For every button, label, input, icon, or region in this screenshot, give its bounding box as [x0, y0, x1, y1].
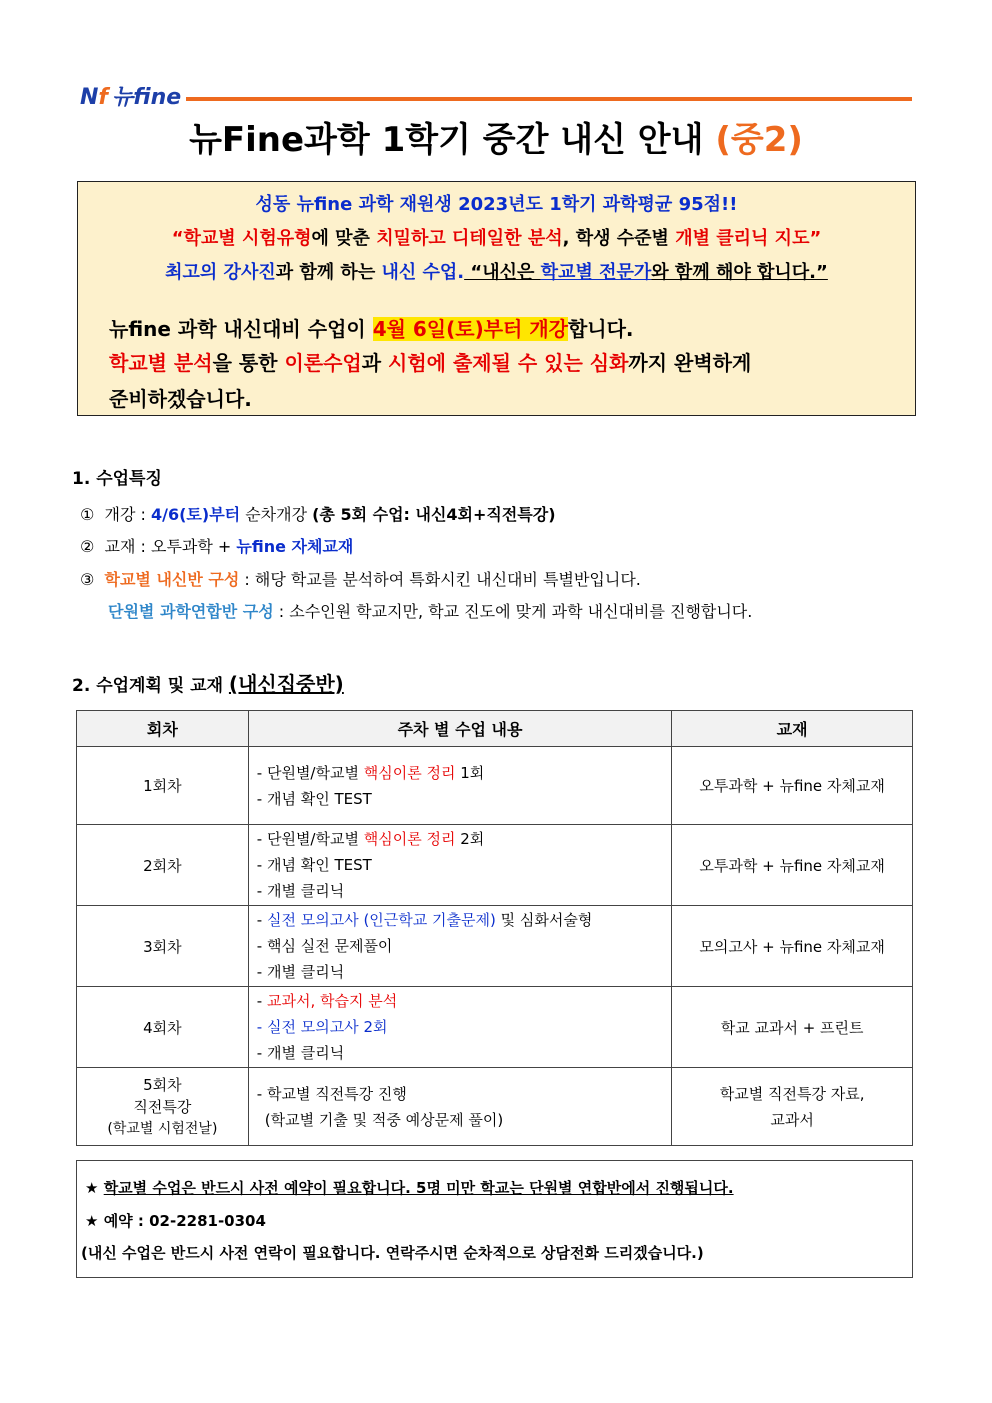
notice-text: 을 통한: [212, 351, 285, 375]
notice-school-analysis: 학교별 분석: [109, 351, 213, 375]
notice-clinic: 개별 클리닉 지도: [675, 228, 810, 249]
feature-label: 개강 :: [104, 505, 151, 524]
content-line: - 개념 확인 TEST: [256, 789, 372, 808]
content-cell: [248, 987, 671, 1068]
content-cell: [248, 747, 671, 825]
book-cell: 오투과학 + 뉴fine 자체교재: [672, 747, 913, 825]
page-title: [0, 112, 992, 161]
notice-text: 까지 완벽하게: [628, 351, 752, 375]
content-line: - 개별 클리닉: [256, 963, 345, 981]
session-label: 직전특강: [133, 1097, 192, 1116]
notice-exam-type: “학교별 시험유형: [171, 228, 312, 249]
star-icon: ★: [85, 1212, 99, 1230]
notice-start-date: 4월 6일(토)부터 개강: [372, 317, 568, 341]
section-2-subtitle: (내신집중반): [228, 672, 344, 696]
logo-mark-f: f: [98, 85, 108, 110]
footer-line-1: [85, 1177, 734, 1198]
feature-2: [80, 534, 353, 557]
content-text: 및 심화서술형: [495, 911, 593, 929]
notice-quote-start: “내신은: [464, 262, 541, 283]
content-line: - 개별 클리닉: [256, 882, 345, 900]
book-label: 교과서: [770, 1110, 814, 1129]
session-cell: 3회차: [77, 906, 249, 987]
content-highlight: 실전 모의고사 (인근학교 기출문제): [266, 911, 496, 929]
feature-1: [80, 502, 556, 525]
logo-mark-n: N: [80, 85, 99, 110]
section-2-title: 2. 수업계획 및 교재: [72, 676, 229, 696]
content-text: -: [256, 992, 267, 1010]
table-header-row: [77, 711, 913, 747]
notice-quote-end: 와 함께 해야 합니다.”: [651, 262, 828, 283]
section-2-heading: [72, 668, 344, 697]
session-cell: [77, 1068, 249, 1146]
notice-text: 합니다.: [567, 317, 634, 341]
content-cell: [248, 825, 671, 906]
session-cell: 1회차: [77, 747, 249, 825]
content-line: - 개념 확인 TEST: [256, 856, 372, 874]
book-cell: 모의고사 + 뉴fine 자체교재: [672, 906, 913, 987]
content-line: - 개별 클리닉: [256, 1044, 345, 1062]
content-highlight: 핵심이론 정리: [363, 763, 456, 782]
notice-line-1: 성동 뉴fine 과학 재원생 2023년도 1학기 과학평균 95점!!: [255, 194, 738, 215]
feature-unit-class: 단원별 과학연합반 구성: [108, 602, 274, 621]
content-highlight: 실전 모의고사 2회: [266, 1018, 388, 1036]
notice-line-2: [78, 224, 915, 250]
book-label: 학교별 직전특강 자료,: [719, 1084, 865, 1103]
footer-phone: 예약 : 02-2281-0304: [103, 1212, 266, 1230]
header-session: 회차: [77, 711, 249, 747]
notice-line-3: [78, 258, 915, 284]
table-row: [77, 1068, 913, 1146]
feature-school-class: 학교별 내신반 구성: [104, 570, 240, 589]
notice-box: [77, 181, 916, 416]
notice-body-1: [109, 313, 634, 342]
section-1-heading: 1. 수업특징: [72, 469, 162, 489]
notice-text: 과: [361, 351, 389, 375]
content-cell: [248, 1068, 671, 1146]
book-cell: [672, 1068, 913, 1146]
book-cell: 학교 교과서 + 프린트: [672, 987, 913, 1068]
content-line: (학교별 기출 및 적중 예상문제 풀이): [264, 1110, 504, 1129]
schedule-table: [76, 710, 913, 1146]
content-text: 2회: [455, 830, 485, 848]
header-divider: [186, 97, 912, 101]
title-grade: (중2): [715, 120, 803, 160]
session-cell: 4회차: [77, 987, 249, 1068]
notice-text: 뉴fine 과학 내신대비 수업이: [109, 317, 373, 341]
content-cell: [248, 906, 671, 987]
session-cell: 2회차: [77, 825, 249, 906]
feature-text: 순차개강: [240, 505, 313, 524]
feature-4: [108, 599, 752, 622]
table-row: [77, 747, 913, 825]
feature-number: ②: [80, 537, 95, 556]
notice-text: , 학생 수준별: [562, 228, 676, 249]
feature-total: (총 5회 수업: 내신4회+직전특강): [312, 505, 556, 524]
notice-body-2: [109, 347, 751, 376]
feature-number: ①: [80, 505, 95, 524]
footer-line-3: (내신 수업은 반드시 사전 연락이 필요합니다. 연락주시면 순차적으로 상담전화 드리겠습니다.): [81, 1244, 704, 1262]
brand-logo: [80, 80, 181, 111]
content-text: -: [256, 1018, 267, 1036]
logo-text: 뉴fine: [112, 85, 182, 110]
feature-3: [80, 567, 641, 590]
notice-text: 과 함께 하는: [275, 262, 382, 283]
content-line: - 핵심 실전 문제풀이: [256, 937, 393, 955]
notice-class: 내신 수업.: [381, 262, 465, 283]
star-icon: ★: [85, 1179, 99, 1197]
footer-text: 학교별 수업은 반드시 사전 예약이 필요합니다. 5명 미만 학교는 단원별 연합반에서 진행됩니다.: [103, 1179, 734, 1197]
notice-theory: 이론수업: [284, 351, 362, 375]
feature-text: : 해당 학교를 분석하여 특화시킨 내신대비 특별반입니다.: [239, 570, 641, 589]
session-label: 5회차: [143, 1075, 182, 1094]
table-row: [77, 825, 913, 906]
content-text: - 단원별/학교별: [256, 763, 364, 782]
feature-label: 교재 : 오투과학 +: [104, 537, 237, 556]
content-text: - 단원별/학교별: [256, 830, 364, 848]
feature-start-date: 4/6(토)부터: [151, 505, 241, 524]
notice-analysis: 치밀하고 디테일한 분석: [376, 228, 563, 249]
feature-book: 뉴fine 자체교재: [236, 537, 354, 556]
title-main: 뉴Fine과학 1학기 중간 내신 안내: [189, 120, 716, 160]
content-text: 1회: [455, 763, 485, 782]
notice-body-3: 준비하겠습니다.: [109, 387, 252, 411]
content-text: -: [256, 911, 267, 929]
notice-expert: 학교별 전문가: [540, 262, 652, 283]
notice-teachers: 최고의 강사진: [165, 262, 276, 283]
header-content: 주차 별 수업 내용: [248, 711, 671, 747]
content-line: - 학교별 직전특강 진행: [256, 1084, 407, 1103]
footer-line-2: [85, 1210, 266, 1231]
book-cell: 오투과학 + 뉴fine 자체교재: [672, 825, 913, 906]
session-label: (학교별 시험전날): [107, 1120, 218, 1137]
footer-box: [76, 1160, 913, 1278]
table-row: [77, 987, 913, 1068]
header-book: 교재: [672, 711, 913, 747]
content-highlight: 핵심이론 정리: [363, 830, 456, 848]
feature-number: ③: [80, 570, 95, 589]
notice-quote: ”: [809, 228, 822, 249]
table-row: [77, 906, 913, 987]
notice-advanced: 시험에 출제될 수 있는 심화: [388, 351, 629, 375]
content-highlight: 교과서, 학습지 분석: [266, 992, 398, 1010]
notice-text: 에 맞춘: [311, 228, 377, 249]
feature-text: : 소수인원 학교지만, 학교 진도에 맞게 과학 내신대비를 진행합니다.: [273, 602, 753, 621]
